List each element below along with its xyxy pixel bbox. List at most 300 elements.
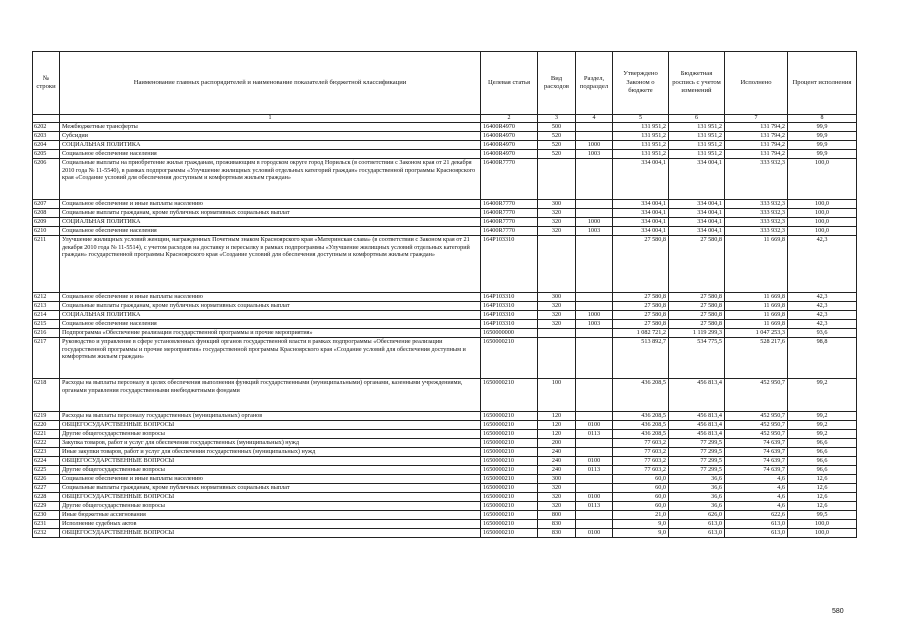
row-number-cell: 6225 [33,466,60,475]
column-number-row [33,115,857,123]
target-article-cell: 1650000210 [481,379,538,412]
approved-cell: 27 580,8 [613,236,669,293]
expense-type-cell: 320 [538,302,576,311]
section-cell [576,511,613,520]
executed-cell: 333 932,3 [725,218,788,227]
target-article-cell: 16400R4970 [481,123,538,132]
target-article-cell: 164P103310 [481,302,538,311]
table-row [33,132,857,141]
section-cell: 0113 [576,466,613,475]
schedule-cell: 613,0 [669,529,725,538]
section-cell [576,209,613,218]
schedule-cell: 36,6 [669,484,725,493]
schedule-cell: 77 299,5 [669,439,725,448]
schedule-cell: 456 813,4 [669,412,725,421]
target-article-cell: 16400R7770 [481,218,538,227]
section-cell: 1000 [576,141,613,150]
schedule-cell: 456 813,4 [669,421,725,430]
section-cell [576,293,613,302]
table-row [33,448,857,457]
expense-type-cell: 830 [538,520,576,529]
row-name-cell: Социальное обеспечение населения [60,320,481,329]
schedule-cell: 27 580,8 [669,293,725,302]
table-row [33,502,857,511]
table-row [33,520,857,529]
row-name-cell: Социальные выплаты гражданам, кроме публичных нормативных социальных выплат [60,209,481,218]
expense-type-cell: 300 [538,475,576,484]
percent-cell: 99,2 [788,412,857,421]
table-row [33,466,857,475]
column-number: 2 [481,115,538,123]
expense-type-cell: 320 [538,493,576,502]
approved-cell: 436 208,5 [613,430,669,439]
percent-cell: 42,3 [788,293,857,302]
executed-cell: 74 639,7 [725,448,788,457]
approved-cell: 60,0 [613,493,669,502]
section-cell [576,484,613,493]
expense-type-cell: 120 [538,430,576,439]
schedule-cell: 77 299,5 [669,448,725,457]
executed-cell: 452 950,7 [725,412,788,421]
executed-cell: 11 669,8 [725,293,788,302]
percent-cell: 93,6 [788,329,857,338]
section-cell [576,132,613,141]
expense-type-cell: 320 [538,227,576,236]
row-number-cell: 6216 [33,329,60,338]
section-cell [576,439,613,448]
column-number: 6 [669,115,725,123]
schedule-cell: 36,6 [669,493,725,502]
row-number-cell: 6206 [33,159,60,200]
executed-cell: 528 217,6 [725,338,788,379]
row-number-cell: 6207 [33,200,60,209]
row-number-cell: 6230 [33,511,60,520]
section-cell [576,475,613,484]
executed-cell: 4,6 [725,475,788,484]
table-row [33,159,857,200]
row-name-cell: ОБЩЕГОСУДАРСТВЕННЫЕ ВОПРОСЫ [60,529,481,538]
row-name-cell: Социальные выплаты гражданам, кроме публичных нормативных социальных выплат [60,484,481,493]
section-cell: 1000 [576,311,613,320]
schedule-cell: 1 119 299,3 [669,329,725,338]
percent-cell: 99,9 [788,123,857,132]
approved-cell: 131 951,2 [613,123,669,132]
expense-type-cell [538,338,576,379]
table-row [33,329,857,338]
schedule-cell: 77 299,5 [669,457,725,466]
row-number-cell: 6217 [33,338,60,379]
approved-cell: 27 580,8 [613,320,669,329]
target-article-cell: 1650000210 [481,475,538,484]
target-article-cell: 1650000210 [481,439,538,448]
executed-cell: 452 950,7 [725,421,788,430]
row-number-cell: 6213 [33,302,60,311]
approved-cell: 334 004,1 [613,159,669,200]
row-number-cell: 6204 [33,141,60,150]
row-number-cell: 6227 [33,484,60,493]
percent-cell: 99,2 [788,430,857,439]
schedule-cell: 613,0 [669,520,725,529]
executed-cell: 11 669,8 [725,302,788,311]
approved-cell: 9,0 [613,520,669,529]
target-article-cell: 164P103310 [481,320,538,329]
row-number-cell: 6228 [33,493,60,502]
row-name-cell: Межбюджетные трансферты [60,123,481,132]
approved-cell: 21,0 [613,511,669,520]
table-row [33,123,857,132]
row-number-cell: 6202 [33,123,60,132]
target-article-cell: 1650000210 [481,520,538,529]
percent-cell: 98,8 [788,338,857,379]
target-article-cell: 1650000000 [481,329,538,338]
approved-cell: 60,0 [613,475,669,484]
header-budget-schedule: Бюджетная роспись с учетом изменений [669,52,725,115]
header-name: Наименование главных распорядителей и наименование показателей бюджетной классификации [60,52,481,115]
expense-type-cell: 240 [538,466,576,475]
target-article-cell: 16400R4970 [481,141,538,150]
row-name-cell: СОЦИАЛЬНАЯ ПОЛИТИКА [60,141,481,150]
section-cell: 1000 [576,218,613,227]
section-cell [576,448,613,457]
expense-type-cell: 320 [538,502,576,511]
row-name-cell: Социальное обеспечение и иные выплаты населению [60,475,481,484]
row-name-cell: Другие общегосударственные вопросы [60,466,481,475]
executed-cell: 74 639,7 [725,457,788,466]
row-name-cell: СОЦИАЛЬНАЯ ПОЛИТИКА [60,311,481,320]
schedule-cell: 36,6 [669,475,725,484]
target-article-cell: 164P103310 [481,311,538,320]
expense-type-cell: 120 [538,412,576,421]
section-cell [576,412,613,421]
approved-cell: 436 208,5 [613,412,669,421]
schedule-cell: 131 951,2 [669,141,725,150]
schedule-cell: 27 580,8 [669,311,725,320]
row-number-cell: 6222 [33,439,60,448]
schedule-cell: 334 004,1 [669,159,725,200]
percent-cell: 99,9 [788,150,857,159]
executed-cell: 613,0 [725,520,788,529]
row-number-cell: 6231 [33,520,60,529]
percent-cell: 99,2 [788,421,857,430]
target-article-cell: 16400R7770 [481,227,538,236]
schedule-cell: 456 813,4 [669,379,725,412]
section-cell [576,329,613,338]
approved-cell: 131 951,2 [613,141,669,150]
column-number [33,115,60,123]
row-name-cell: Другие общегосударственные вопросы [60,430,481,439]
percent-cell: 100,0 [788,218,857,227]
row-name-cell: Социальное обеспечение населения [60,150,481,159]
expense-type-cell [538,329,576,338]
target-article-cell: 1650000210 [481,421,538,430]
percent-cell: 99,9 [788,141,857,150]
row-name-cell: Социальное обеспечение и иные выплаты населению [60,200,481,209]
row-name-cell: Подпрограмма «Обеспечение реализации государственной программы и прочие мероприятия» [60,329,481,338]
row-name-cell: СОЦИАЛЬНАЯ ПОЛИТИКА [60,218,481,227]
table-row [33,293,857,302]
expense-type-cell: 240 [538,457,576,466]
schedule-cell: 36,6 [669,502,725,511]
section-cell [576,379,613,412]
section-cell [576,338,613,379]
section-cell: 0113 [576,430,613,439]
executed-cell: 333 932,3 [725,209,788,218]
column-number: 8 [788,115,857,123]
table-row [33,421,857,430]
expense-type-cell: 800 [538,511,576,520]
row-name-cell: Социальное обеспечение населения [60,227,481,236]
header-expense-type: Вид расходов [538,52,576,115]
table-row [33,412,857,421]
target-article-cell: 1650000210 [481,448,538,457]
schedule-cell: 27 580,8 [669,302,725,311]
row-name-cell: Закупка товаров, работ и услуг для обеспечения государственных (муниципальных) нужд [60,439,481,448]
section-cell [576,200,613,209]
approved-cell: 77 603,2 [613,457,669,466]
executed-cell: 11 669,8 [725,311,788,320]
approved-cell: 334 004,1 [613,209,669,218]
table-body [33,123,857,538]
percent-cell: 12,6 [788,484,857,493]
budget-execution-table [32,51,857,538]
executed-cell: 613,0 [725,529,788,538]
schedule-cell: 456 813,4 [669,430,725,439]
approved-cell: 77 603,2 [613,448,669,457]
table-header-row [33,52,857,115]
expense-type-cell: 320 [538,218,576,227]
expense-type-cell: 320 [538,484,576,493]
target-article-cell: 1650000210 [481,484,538,493]
approved-cell: 334 004,1 [613,218,669,227]
expense-type-cell: 520 [538,132,576,141]
executed-cell: 333 932,3 [725,159,788,200]
executed-cell: 74 639,7 [725,466,788,475]
row-name-cell: Расходы на выплаты персоналу государственных (муниципальных) органов [60,412,481,421]
table-row [33,439,857,448]
section-cell [576,520,613,529]
expense-type-cell [538,236,576,293]
schedule-cell: 626,0 [669,511,725,520]
percent-cell: 100,0 [788,159,857,200]
section-cell: 1003 [576,320,613,329]
section-cell: 0100 [576,457,613,466]
header-approved: Утверждено Законом о бюджете [613,52,669,115]
row-name-cell: Расходы на выплаты персоналу в целях обеспечения выполнения функций государственными (муниципальными) органами, казенными учреждениями, органами управления государственными внебюджетными фондами [60,379,481,412]
row-number-cell: 6209 [33,218,60,227]
target-article-cell: 1650000210 [481,466,538,475]
target-article-cell: 16400R4970 [481,132,538,141]
section-cell: 1003 [576,227,613,236]
expense-type-cell: 320 [538,320,576,329]
schedule-cell: 131 951,2 [669,150,725,159]
column-number: 1 [60,115,481,123]
schedule-cell: 334 004,1 [669,218,725,227]
target-article-cell: 16400R4970 [481,150,538,159]
section-cell [576,302,613,311]
target-article-cell: 1650000210 [481,338,538,379]
row-number-cell: 6208 [33,209,60,218]
executed-cell: 4,6 [725,493,788,502]
target-article-cell: 164P103310 [481,236,538,293]
approved-cell: 60,0 [613,502,669,511]
expense-type-cell: 520 [538,141,576,150]
approved-cell: 9,0 [613,529,669,538]
target-article-cell: 1650000210 [481,412,538,421]
target-article-cell: 1650000210 [481,457,538,466]
approved-cell: 131 951,2 [613,132,669,141]
percent-cell: 99,2 [788,379,857,412]
expense-type-cell: 830 [538,529,576,538]
executed-cell: 131 794,2 [725,141,788,150]
row-number-cell: 6229 [33,502,60,511]
row-number-cell: 6219 [33,412,60,421]
approved-cell: 27 580,8 [613,302,669,311]
row-name-cell: Социальное обеспечение и иные выплаты населению [60,293,481,302]
executed-cell: 4,6 [725,502,788,511]
percent-cell: 100,0 [788,227,857,236]
table-row [33,529,857,538]
row-number-cell: 6215 [33,320,60,329]
target-article-cell: 1650000210 [481,511,538,520]
row-name-cell: ОБЩЕГОСУДАРСТВЕННЫЕ ВОПРОСЫ [60,421,481,430]
percent-cell: 99,5 [788,511,857,520]
table-row [33,209,857,218]
row-number-cell: 6203 [33,132,60,141]
header-percent: Процент исполнения [788,52,857,115]
executed-cell: 11 669,8 [725,236,788,293]
header-row-number: № строки [33,52,60,115]
row-name-cell: Другие общегосударственные вопросы [60,502,481,511]
table-row [33,484,857,493]
schedule-cell: 131 951,2 [669,123,725,132]
row-name-cell: Исполнение судебных актов [60,520,481,529]
percent-cell: 42,3 [788,311,857,320]
percent-cell: 96,6 [788,466,857,475]
table-row [33,379,857,412]
executed-cell: 11 669,8 [725,320,788,329]
approved-cell: 60,0 [613,484,669,493]
percent-cell: 42,3 [788,302,857,311]
table-row [33,227,857,236]
executed-cell: 4,6 [725,484,788,493]
target-article-cell: 16400R7770 [481,159,538,200]
target-article-cell: 1650000210 [481,493,538,502]
row-name-cell: Иные бюджетные ассигнования [60,511,481,520]
row-number-cell: 6211 [33,236,60,293]
row-number-cell: 6218 [33,379,60,412]
row-number-cell: 6226 [33,475,60,484]
expense-type-cell: 320 [538,311,576,320]
section-cell: 0100 [576,421,613,430]
approved-cell: 131 951,2 [613,150,669,159]
target-article-cell: 1650000210 [481,529,538,538]
percent-cell: 100,0 [788,520,857,529]
schedule-cell: 131 951,2 [669,132,725,141]
header-executed: Исполнено [725,52,788,115]
percent-cell: 96,6 [788,448,857,457]
row-number-cell: 6223 [33,448,60,457]
header-target-article: Целевая статья [481,52,538,115]
executed-cell: 131 794,2 [725,150,788,159]
expense-type-cell: 240 [538,448,576,457]
expense-type-cell: 300 [538,293,576,302]
expense-type-cell: 520 [538,150,576,159]
row-number-cell: 6221 [33,430,60,439]
executed-cell: 333 932,3 [725,227,788,236]
expense-type-cell: 100 [538,379,576,412]
schedule-cell: 334 004,1 [669,209,725,218]
percent-cell: 42,3 [788,320,857,329]
executed-cell: 131 794,2 [725,132,788,141]
table-row [33,475,857,484]
column-number: 4 [576,115,613,123]
section-cell [576,123,613,132]
table-row [33,236,857,293]
approved-cell: 77 603,2 [613,439,669,448]
executed-cell: 74 639,7 [725,439,788,448]
target-article-cell: 1650000210 [481,502,538,511]
approved-cell: 334 004,1 [613,200,669,209]
table-row [33,320,857,329]
approved-cell: 27 580,8 [613,293,669,302]
executed-cell: 1 047 253,3 [725,329,788,338]
row-name-cell: Иные закупки товаров, работ и услуг для обеспечения государственных (муниципальных) нужд [60,448,481,457]
percent-cell: 96,6 [788,457,857,466]
approved-cell: 27 580,8 [613,311,669,320]
row-number-cell: 6220 [33,421,60,430]
section-cell: 0100 [576,493,613,502]
column-number: 3 [538,115,576,123]
row-number-cell: 6224 [33,457,60,466]
executed-cell: 622,6 [725,511,788,520]
row-number-cell: 6205 [33,150,60,159]
header-section: Раздел, подраздел [576,52,613,115]
section-cell: 0100 [576,529,613,538]
row-name-cell: Улучшение жилищных условий женщин, награжденных Почетным знаком Красноярского края «Материнская слава» (в соответствии с Законом края от 21 декабря 2010 года № 11-5514), с учетом расходов на доставку и пересылку в рамках подпрограммы «Улучшение жилищных условий отдельных категорий граждан» государственной программы Красноярского края «Создание условий для обеспечения доступным и комфортным жильем граждан» [60,236,481,293]
executed-cell: 452 950,7 [725,430,788,439]
table-row [33,493,857,502]
target-article-cell: 164P103310 [481,293,538,302]
target-article-cell: 16400R7770 [481,200,538,209]
percent-cell: 100,0 [788,529,857,538]
percent-cell: 100,0 [788,200,857,209]
table-row [33,457,857,466]
schedule-cell: 27 580,8 [669,236,725,293]
executed-cell: 131 794,2 [725,123,788,132]
table-row [33,511,857,520]
section-cell [576,236,613,293]
section-cell [576,159,613,200]
approved-cell: 1 082 721,2 [613,329,669,338]
row-number-cell: 6212 [33,293,60,302]
column-number: 5 [613,115,669,123]
column-number: 7 [725,115,788,123]
approved-cell: 436 208,5 [613,379,669,412]
percent-cell: 100,0 [788,209,857,218]
percent-cell: 42,3 [788,236,857,293]
table-row [33,218,857,227]
row-name-cell: ОБЩЕГОСУДАРСТВЕННЫЕ ВОПРОСЫ [60,493,481,502]
table-row [33,150,857,159]
row-name-cell: Социальные выплаты гражданам, кроме публичных нормативных социальных выплат [60,302,481,311]
row-name-cell: Субсидии [60,132,481,141]
row-name-cell: Социальные выплаты на приобретение жилья гражданам, проживающим в городском округе город Норильск (в соответствии с Законом края от 21 декабря 2010 года № 11-5540), в рамках подпрограммы «Улучшение жилищных условий отдельных категорий граждан» государственной программы Красноярского края «Создание условий для обеспечения доступным и комфортным жильем граждан» [60,159,481,200]
section-cell: 0113 [576,502,613,511]
row-number-cell: 6214 [33,311,60,320]
target-article-cell: 16400R7770 [481,209,538,218]
approved-cell: 334 004,1 [613,227,669,236]
table-row [33,302,857,311]
